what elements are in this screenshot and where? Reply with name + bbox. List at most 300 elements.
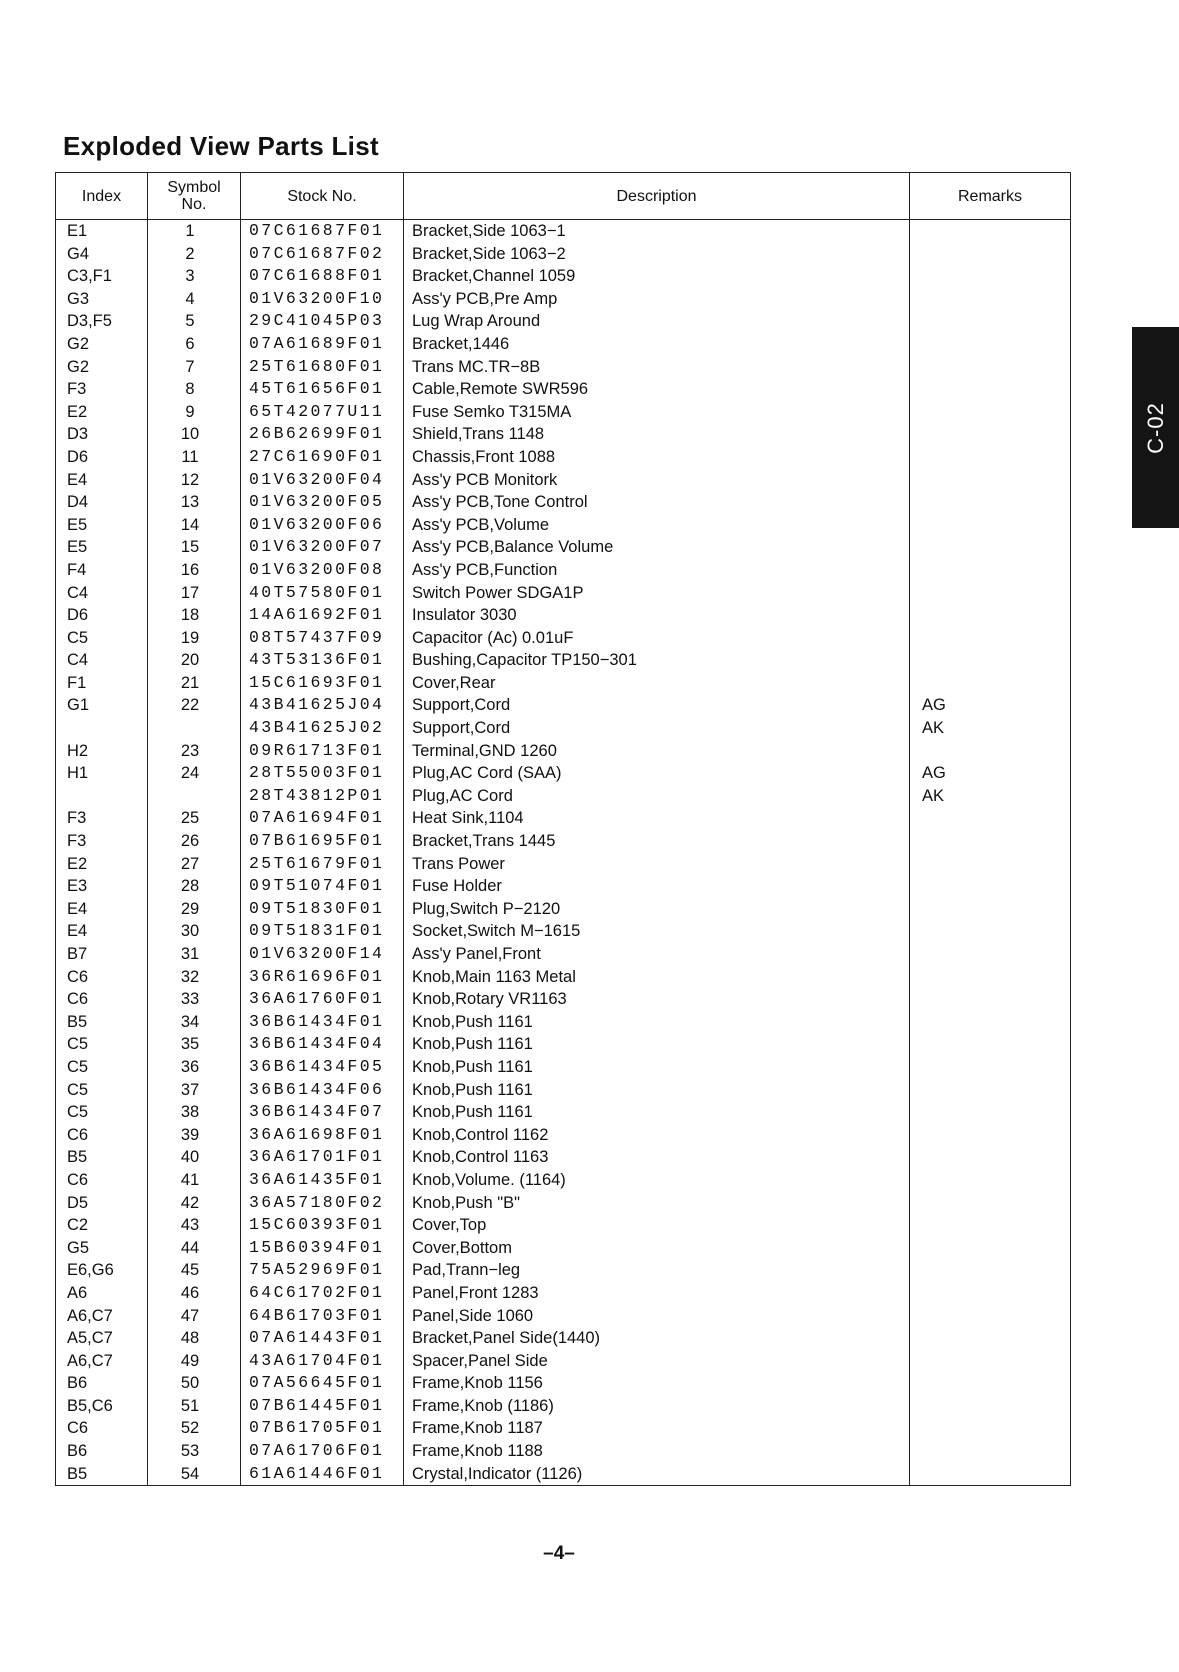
cell-remarks: AG	[910, 762, 1071, 785]
cell-remarks	[910, 1463, 1071, 1486]
cell-index: C5	[56, 1033, 148, 1056]
cell-index: C5	[56, 1079, 148, 1102]
table-row	[56, 1327, 1071, 1350]
cell-stock-no: 07B61445F01	[241, 1395, 404, 1418]
table-row	[56, 401, 1071, 424]
cell-stock-no: 64B61703F01	[241, 1305, 404, 1328]
cell-symbol-no: 40	[148, 1146, 241, 1169]
cell-description: Frame,Knob 1187	[404, 1417, 910, 1440]
header-remarks: Remarks	[910, 173, 1071, 220]
cell-index	[56, 785, 148, 808]
cell-index: C4	[56, 649, 148, 672]
cell-symbol-no: 52	[148, 1417, 241, 1440]
cell-stock-no: 43T53136F01	[241, 649, 404, 672]
cell-description: Knob,Push 1161	[404, 1033, 910, 1056]
cell-description: Cover,Top	[404, 1214, 910, 1237]
cell-stock-no: 14A61692F01	[241, 604, 404, 627]
cell-remarks	[910, 943, 1071, 966]
cell-description: Knob,Push 1161	[404, 1079, 910, 1102]
cell-stock-no: 15B60394F01	[241, 1237, 404, 1260]
cell-symbol-no: 11	[148, 446, 241, 469]
cell-symbol-no: 14	[148, 514, 241, 537]
cell-symbol-no: 23	[148, 740, 241, 763]
page-title: Exploded View Parts List	[63, 131, 379, 161]
table-row	[56, 469, 1071, 492]
cell-remarks	[910, 988, 1071, 1011]
cell-remarks	[910, 604, 1071, 627]
table-row	[56, 1440, 1071, 1463]
cell-symbol-no: 1	[148, 220, 241, 243]
cell-stock-no: 64C61702F01	[241, 1282, 404, 1305]
cell-description: Trans Power	[404, 853, 910, 876]
cell-remarks	[910, 649, 1071, 672]
cell-remarks	[910, 1372, 1071, 1395]
table-row	[56, 1033, 1071, 1056]
cell-remarks	[910, 807, 1071, 830]
cell-stock-no: 07A61706F01	[241, 1440, 404, 1463]
cell-remarks	[910, 220, 1071, 243]
cell-index: C6	[56, 966, 148, 989]
cell-symbol-no: 25	[148, 807, 241, 830]
cell-symbol-no: 37	[148, 1079, 241, 1102]
cell-remarks	[910, 1214, 1071, 1237]
cell-index: B5	[56, 1463, 148, 1486]
cell-description: Chassis,Front 1088	[404, 446, 910, 469]
table-row	[56, 966, 1071, 989]
cell-symbol-no: 10	[148, 423, 241, 446]
table-row	[56, 898, 1071, 921]
cell-remarks: AK	[910, 785, 1071, 808]
cell-description: Knob,Volume. (1164)	[404, 1169, 910, 1192]
cell-remarks	[910, 1417, 1071, 1440]
cell-remarks	[910, 446, 1071, 469]
cell-index: E4	[56, 920, 148, 943]
table-row	[56, 333, 1071, 356]
cell-stock-no: 25T61679F01	[241, 853, 404, 876]
cell-remarks	[910, 536, 1071, 559]
cell-remarks	[910, 1259, 1071, 1282]
cell-stock-no: 61A61446F01	[241, 1463, 404, 1486]
cell-stock-no: 09T51831F01	[241, 920, 404, 943]
cell-description: Knob,Push 1161	[404, 1011, 910, 1034]
table-row	[56, 807, 1071, 830]
cell-remarks	[910, 1146, 1071, 1169]
table-row	[56, 920, 1071, 943]
cell-symbol-no	[148, 717, 241, 740]
cell-stock-no: 25T61680F01	[241, 356, 404, 379]
cell-description: Frame,Knob 1188	[404, 1440, 910, 1463]
cell-index: B5,C6	[56, 1395, 148, 1418]
cell-symbol-no: 12	[148, 469, 241, 492]
cell-remarks	[910, 423, 1071, 446]
cell-index: F1	[56, 672, 148, 695]
table-row	[56, 288, 1071, 311]
cell-index: F4	[56, 559, 148, 582]
cell-remarks	[910, 1192, 1071, 1215]
cell-index: C2	[56, 1214, 148, 1237]
cell-description: Fuse Holder	[404, 875, 910, 898]
cell-remarks	[910, 514, 1071, 537]
parts-table-body	[56, 220, 1071, 1486]
cell-index: C5	[56, 1056, 148, 1079]
table-row	[56, 1079, 1071, 1102]
cell-stock-no: 07A61689F01	[241, 333, 404, 356]
table-row	[56, 830, 1071, 853]
cell-symbol-no: 6	[148, 333, 241, 356]
cell-index: A6,C7	[56, 1350, 148, 1373]
cell-symbol-no: 27	[148, 853, 241, 876]
cell-symbol-no: 44	[148, 1237, 241, 1260]
cell-stock-no: 07C61687F01	[241, 220, 404, 243]
cell-symbol-no: 33	[148, 988, 241, 1011]
table-row	[56, 1417, 1071, 1440]
cell-description: Ass'y Panel,Front	[404, 943, 910, 966]
cell-description: Crystal,Indicator (1126)	[404, 1463, 910, 1486]
cell-stock-no: 36B61434F01	[241, 1011, 404, 1034]
cell-remarks	[910, 1305, 1071, 1328]
cell-stock-no: 09R61713F01	[241, 740, 404, 763]
cell-symbol-no: 17	[148, 582, 241, 605]
cell-index: E6,G6	[56, 1259, 148, 1282]
cell-stock-no: 08T57437F09	[241, 627, 404, 650]
cell-symbol-no: 22	[148, 694, 241, 717]
cell-symbol-no: 36	[148, 1056, 241, 1079]
cell-symbol-no: 32	[148, 966, 241, 989]
cell-stock-no: 43B41625J04	[241, 694, 404, 717]
cell-stock-no: 01V63200F07	[241, 536, 404, 559]
cell-symbol-no: 30	[148, 920, 241, 943]
cell-symbol-no: 51	[148, 1395, 241, 1418]
cell-description: Ass'y PCB,Tone Control	[404, 491, 910, 514]
cell-stock-no: 65T42077U11	[241, 401, 404, 424]
table-row	[56, 220, 1071, 243]
header-symbol-line1: Symbol	[167, 179, 221, 196]
cell-symbol-no: 50	[148, 1372, 241, 1395]
cell-description: Fuse Semko T315MA	[404, 401, 910, 424]
cell-remarks	[910, 1440, 1071, 1463]
cell-remarks	[910, 288, 1071, 311]
table-row	[56, 717, 1071, 740]
cell-index: D3	[56, 423, 148, 446]
cell-remarks	[910, 853, 1071, 876]
cell-symbol-no: 24	[148, 762, 241, 785]
cell-index: E2	[56, 853, 148, 876]
cell-stock-no: 07B61695F01	[241, 830, 404, 853]
cell-index: G2	[56, 333, 148, 356]
cell-description: Trans MC.TR−8B	[404, 356, 910, 379]
table-row	[56, 694, 1071, 717]
cell-remarks	[910, 920, 1071, 943]
cell-remarks	[910, 1169, 1071, 1192]
cell-stock-no: 43A61704F01	[241, 1350, 404, 1373]
table-header-row	[56, 173, 1071, 220]
cell-index: E4	[56, 898, 148, 921]
header-symbol-no	[148, 173, 241, 220]
table-row	[56, 1214, 1071, 1237]
cell-stock-no: 09T51830F01	[241, 898, 404, 921]
cell-index: B7	[56, 943, 148, 966]
cell-stock-no: 75A52969F01	[241, 1259, 404, 1282]
table-row	[56, 536, 1071, 559]
cell-index: E3	[56, 875, 148, 898]
cell-symbol-no: 48	[148, 1327, 241, 1350]
table-row	[56, 1237, 1071, 1260]
cell-index: B6	[56, 1440, 148, 1463]
cell-symbol-no: 20	[148, 649, 241, 672]
cell-index: B5	[56, 1146, 148, 1169]
cell-description: Bushing,Capacitor TP150−301	[404, 649, 910, 672]
cell-symbol-no: 26	[148, 830, 241, 853]
cell-stock-no: 36A57180F02	[241, 1192, 404, 1215]
cell-stock-no: 36B61434F06	[241, 1079, 404, 1102]
cell-stock-no: 40T57580F01	[241, 582, 404, 605]
table-row	[56, 1011, 1071, 1034]
cell-description: Capacitor (Ac) 0.01uF	[404, 627, 910, 650]
cell-description: Cable,Remote SWR596	[404, 378, 910, 401]
cell-remarks	[910, 1282, 1071, 1305]
cell-symbol-no: 53	[148, 1440, 241, 1463]
cell-symbol-no: 49	[148, 1350, 241, 1373]
cell-remarks	[910, 491, 1071, 514]
cell-index: A6,C7	[56, 1305, 148, 1328]
cell-description: Panel,Front 1283	[404, 1282, 910, 1305]
cell-stock-no: 01V63200F14	[241, 943, 404, 966]
cell-remarks	[910, 265, 1071, 288]
table-row	[56, 446, 1071, 469]
table-row	[56, 649, 1071, 672]
cell-symbol-no: 47	[148, 1305, 241, 1328]
table-row	[56, 265, 1071, 288]
table-row	[56, 740, 1071, 763]
cell-remarks	[910, 875, 1071, 898]
cell-description: Knob,Push 1161	[404, 1101, 910, 1124]
cell-remarks	[910, 627, 1071, 650]
section-tab	[1132, 327, 1179, 528]
cell-stock-no: 36R61696F01	[241, 966, 404, 989]
cell-index: G3	[56, 288, 148, 311]
cell-symbol-no: 5	[148, 310, 241, 333]
cell-index: D4	[56, 491, 148, 514]
cell-description: Plug,Switch P−2120	[404, 898, 910, 921]
cell-remarks	[910, 1350, 1071, 1373]
cell-description: Cover,Rear	[404, 672, 910, 695]
table-row	[56, 627, 1071, 650]
cell-symbol-no: 13	[148, 491, 241, 514]
cell-stock-no: 01V63200F08	[241, 559, 404, 582]
cell-index: E5	[56, 536, 148, 559]
cell-stock-no: 36B61434F05	[241, 1056, 404, 1079]
cell-remarks: AG	[910, 694, 1071, 717]
cell-index: H2	[56, 740, 148, 763]
header-description: Description	[404, 173, 910, 220]
table-row	[56, 604, 1071, 627]
cell-symbol-no: 43	[148, 1214, 241, 1237]
cell-index: C6	[56, 988, 148, 1011]
cell-index: G4	[56, 243, 148, 266]
cell-stock-no: 28T55003F01	[241, 762, 404, 785]
cell-index: G1	[56, 694, 148, 717]
cell-stock-no: 36B61434F07	[241, 1101, 404, 1124]
cell-index: F3	[56, 378, 148, 401]
cell-stock-no: 28T43812P01	[241, 785, 404, 808]
cell-stock-no: 09T51074F01	[241, 875, 404, 898]
cell-remarks	[910, 1327, 1071, 1350]
cell-index: B6	[56, 1372, 148, 1395]
cell-symbol-no: 38	[148, 1101, 241, 1124]
table-row	[56, 1101, 1071, 1124]
cell-index: F3	[56, 830, 148, 853]
cell-remarks	[910, 401, 1071, 424]
cell-stock-no: 15C60393F01	[241, 1214, 404, 1237]
cell-symbol-no: 35	[148, 1033, 241, 1056]
page-number: –4–	[543, 1543, 575, 1564]
cell-stock-no: 01V63200F04	[241, 469, 404, 492]
cell-description: Panel,Side 1060	[404, 1305, 910, 1328]
cell-symbol-no: 45	[148, 1259, 241, 1282]
cell-stock-no: 15C61693F01	[241, 672, 404, 695]
cell-index: B5	[56, 1011, 148, 1034]
cell-index: D6	[56, 446, 148, 469]
cell-index: C5	[56, 627, 148, 650]
cell-stock-no: 07A61443F01	[241, 1327, 404, 1350]
cell-symbol-no: 4	[148, 288, 241, 311]
cell-description: Knob,Rotary VR1163	[404, 988, 910, 1011]
table-row	[56, 582, 1071, 605]
cell-description: Spacer,Panel Side	[404, 1350, 910, 1373]
cell-stock-no: 07A61694F01	[241, 807, 404, 830]
cell-remarks	[910, 310, 1071, 333]
cell-index: E5	[56, 514, 148, 537]
cell-remarks	[910, 243, 1071, 266]
table-row	[56, 378, 1071, 401]
cell-remarks	[910, 830, 1071, 853]
cell-stock-no: 36B61434F04	[241, 1033, 404, 1056]
cell-index: A6	[56, 1282, 148, 1305]
cell-description: Knob,Main 1163 Metal	[404, 966, 910, 989]
table-row	[56, 943, 1071, 966]
cell-symbol-no: 41	[148, 1169, 241, 1192]
cell-description: Lug Wrap Around	[404, 310, 910, 333]
cell-index: C4	[56, 582, 148, 605]
cell-stock-no: 07C61687F02	[241, 243, 404, 266]
parts-table	[55, 172, 1071, 1486]
cell-symbol-no: 2	[148, 243, 241, 266]
cell-symbol-no: 31	[148, 943, 241, 966]
cell-symbol-no: 42	[148, 1192, 241, 1215]
cell-description: Bracket,Side 1063−1	[404, 220, 910, 243]
cell-description: Plug,AC Cord (SAA)	[404, 762, 910, 785]
table-row	[56, 1192, 1071, 1215]
cell-description: Bracket,Channel 1059	[404, 265, 910, 288]
table-row	[56, 1169, 1071, 1192]
cell-remarks	[910, 1033, 1071, 1056]
cell-description: Ass'y PCB,Function	[404, 559, 910, 582]
table-row	[56, 559, 1071, 582]
cell-index	[56, 717, 148, 740]
table-row	[56, 423, 1071, 446]
cell-index: C5	[56, 1101, 148, 1124]
cell-remarks	[910, 898, 1071, 921]
table-row	[56, 1124, 1071, 1147]
cell-remarks	[910, 1079, 1071, 1102]
cell-symbol-no: 15	[148, 536, 241, 559]
cell-index: A5,C7	[56, 1327, 148, 1350]
cell-stock-no: 36A61435F01	[241, 1169, 404, 1192]
cell-index: G2	[56, 356, 148, 379]
cell-remarks	[910, 672, 1071, 695]
cell-description: Ass'y PCB Monitork	[404, 469, 910, 492]
cell-remarks: AK	[910, 717, 1071, 740]
cell-index: D3,F5	[56, 310, 148, 333]
cell-symbol-no: 29	[148, 898, 241, 921]
cell-symbol-no: 3	[148, 265, 241, 288]
cell-symbol-no: 21	[148, 672, 241, 695]
cell-symbol-no: 46	[148, 1282, 241, 1305]
cell-remarks	[910, 1124, 1071, 1147]
table-row	[56, 1463, 1071, 1486]
cell-description: Shield,Trans 1148	[404, 423, 910, 446]
cell-description: Knob,Control 1162	[404, 1124, 910, 1147]
table-row	[56, 514, 1071, 537]
table-row	[56, 853, 1071, 876]
cell-remarks	[910, 559, 1071, 582]
cell-description: Knob,Control 1163	[404, 1146, 910, 1169]
cell-stock-no: 29C41045P03	[241, 310, 404, 333]
cell-description: Pad,Trann−leg	[404, 1259, 910, 1282]
header-index: Index	[56, 173, 148, 220]
cell-index: H1	[56, 762, 148, 785]
cell-remarks	[910, 1101, 1071, 1124]
cell-symbol-no: 18	[148, 604, 241, 627]
cell-index: E4	[56, 469, 148, 492]
cell-index: C6	[56, 1417, 148, 1440]
cell-remarks	[910, 333, 1071, 356]
cell-description: Ass'y PCB,Volume	[404, 514, 910, 537]
cell-stock-no: 27C61690F01	[241, 446, 404, 469]
cell-remarks	[910, 378, 1071, 401]
table-row	[56, 1305, 1071, 1328]
cell-stock-no: 45T61656F01	[241, 378, 404, 401]
table-row	[56, 988, 1071, 1011]
table-row	[56, 356, 1071, 379]
cell-index: C6	[56, 1124, 148, 1147]
cell-stock-no: 01V63200F06	[241, 514, 404, 537]
cell-description: Bracket,1446	[404, 333, 910, 356]
cell-symbol-no	[148, 785, 241, 808]
table-row	[56, 1372, 1071, 1395]
table-row	[56, 785, 1071, 808]
cell-stock-no: 43B41625J02	[241, 717, 404, 740]
cell-description: Insulator 3030	[404, 604, 910, 627]
cell-symbol-no: 39	[148, 1124, 241, 1147]
cell-description: Bracket,Trans 1445	[404, 830, 910, 853]
cell-remarks	[910, 582, 1071, 605]
cell-remarks	[910, 1056, 1071, 1079]
cell-stock-no: 01V63200F05	[241, 491, 404, 514]
cell-symbol-no: 9	[148, 401, 241, 424]
cell-stock-no: 07C61688F01	[241, 265, 404, 288]
cell-symbol-no: 16	[148, 559, 241, 582]
table-row	[56, 1259, 1071, 1282]
table-row	[56, 1395, 1071, 1418]
cell-stock-no: 26B62699F01	[241, 423, 404, 446]
cell-remarks	[910, 740, 1071, 763]
cell-description: Bracket,Side 1063−2	[404, 243, 910, 266]
table-row	[56, 491, 1071, 514]
cell-symbol-no: 19	[148, 627, 241, 650]
cell-symbol-no: 28	[148, 875, 241, 898]
cell-index: C3,F1	[56, 265, 148, 288]
